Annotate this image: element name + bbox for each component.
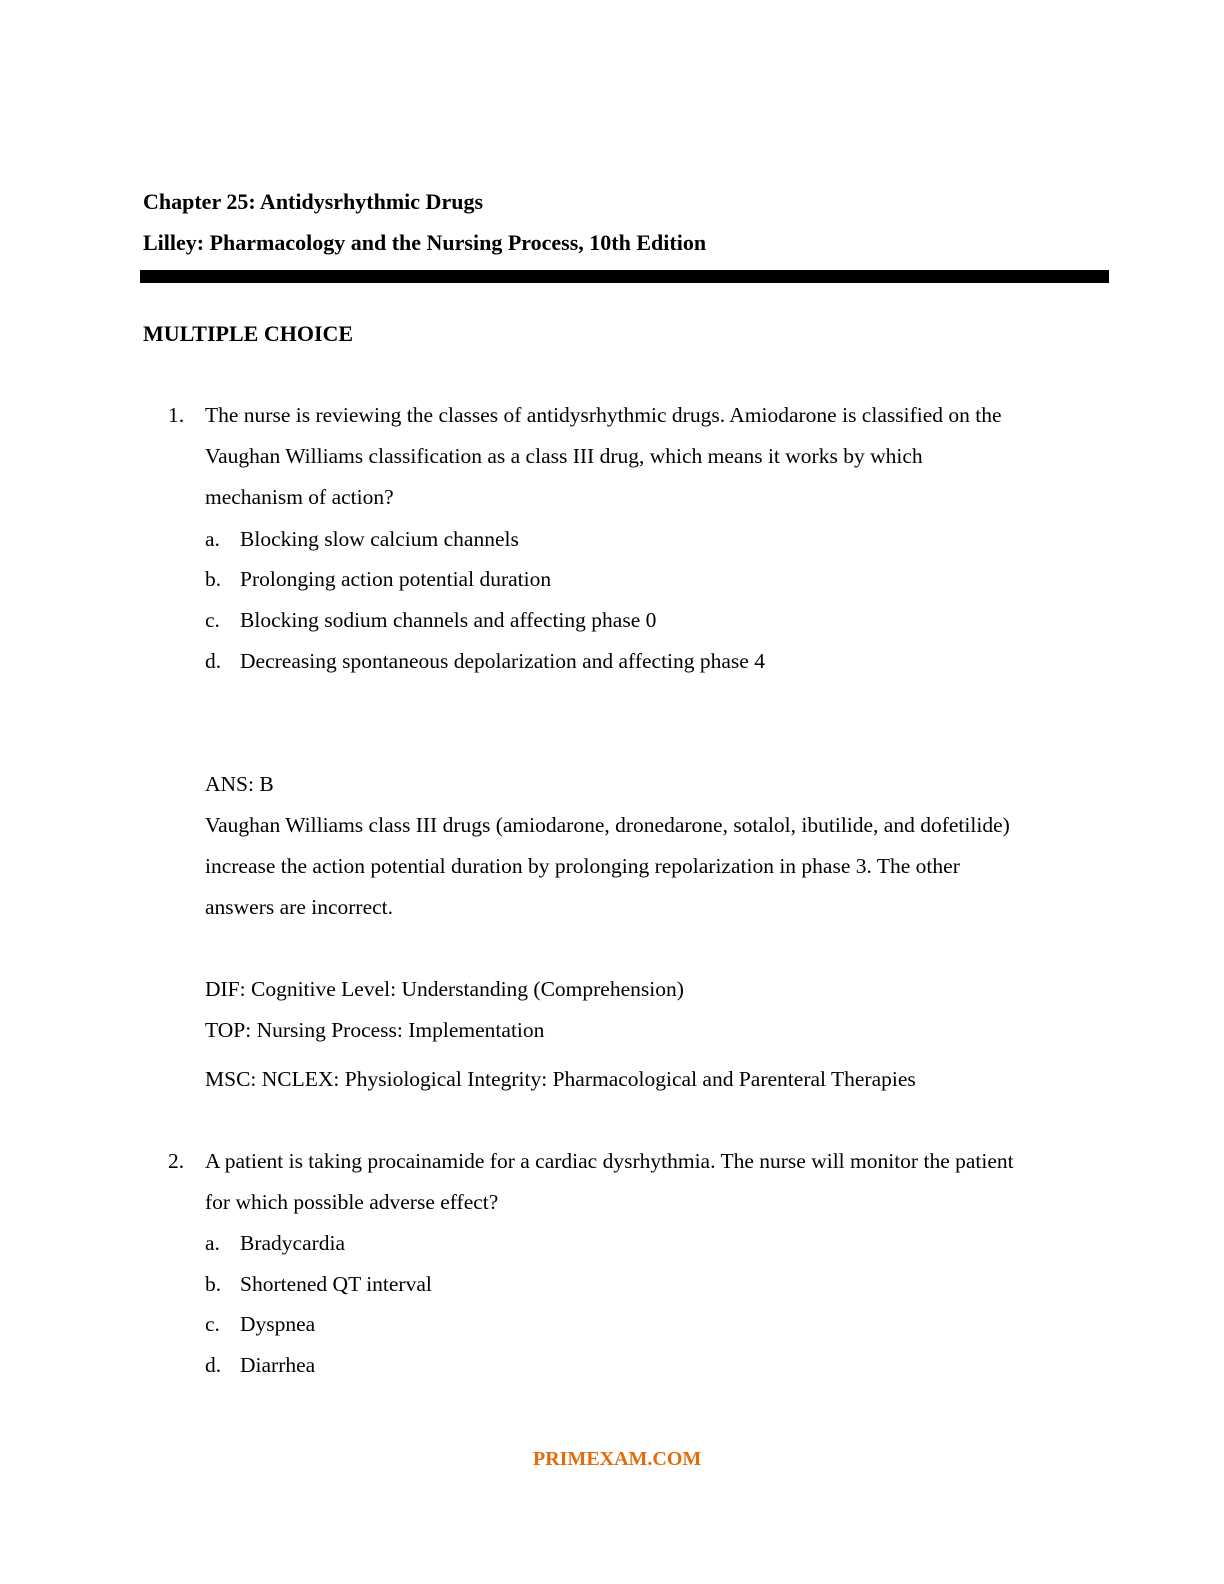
option-text: Bradycardia: [240, 1231, 346, 1255]
option-letter: c.: [205, 1312, 220, 1336]
option-text: Decreasing spontaneous depolarization and affecting phase 4: [240, 649, 765, 673]
option-letter: d.: [205, 649, 222, 673]
topic: TOP: Nursing Process: Implementation: [205, 1018, 545, 1042]
option-letter: d.: [205, 1353, 222, 1377]
option-text: Shortened QT interval: [240, 1272, 432, 1296]
option-text: Diarrhea: [240, 1353, 316, 1377]
header-divider: [140, 270, 1109, 283]
option-text: Dyspnea: [240, 1312, 316, 1336]
question-stem-line: mechanism of action?: [205, 485, 394, 509]
option-letter: b.: [205, 1272, 222, 1296]
option-letter: b.: [205, 567, 222, 591]
option-text: Prolonging action potential duration: [240, 567, 552, 591]
question-stem-line: for which possible adverse effect?: [205, 1190, 499, 1214]
section-heading: MULTIPLE CHOICE: [143, 321, 354, 346]
option-letter: a.: [205, 527, 220, 551]
nclex-category: MSC: NCLEX: Physiological Integrity: Pharmacological and Parenteral Therapies: [205, 1067, 916, 1091]
question-number: 1.: [168, 403, 185, 427]
rationale-line: Vaughan Williams class III drugs (amiodarone, dronedarone, sotalol, ibutilide, and dofetilide): [205, 813, 1010, 837]
footer-watermark: PRIMEXAM.COM: [533, 1448, 702, 1470]
rationale-line: answers are incorrect.: [205, 895, 394, 919]
question-stem-line: A patient is taking procainamide for a cardiac dysrhythmia. The nurse will monitor the patient: [205, 1149, 1014, 1173]
question-stem-line: The nurse is reviewing the classes of antidysrhythmic drugs. Amiodarone is classified on the: [205, 403, 1002, 427]
answer-key: ANS: B: [205, 772, 274, 796]
option-letter: a.: [205, 1231, 220, 1255]
option-text: Blocking sodium channels and affecting phase 0: [240, 608, 657, 632]
question-stem-line: Vaughan Williams classification as a class III drug, which means it works by which: [205, 444, 923, 468]
question-number: 2.: [168, 1149, 185, 1173]
book-title: Lilley: Pharmacology and the Nursing Process, 10th Edition: [143, 230, 707, 255]
option-letter: c.: [205, 608, 220, 632]
difficulty-level: DIF: Cognitive Level: Understanding (Comprehension): [205, 977, 684, 1001]
rationale-line: increase the action potential duration by prolonging repolarization in phase 3. The other: [205, 854, 960, 878]
chapter-title: Chapter 25: Antidysrhythmic Drugs: [143, 189, 484, 214]
option-text: Blocking slow calcium channels: [240, 527, 519, 551]
